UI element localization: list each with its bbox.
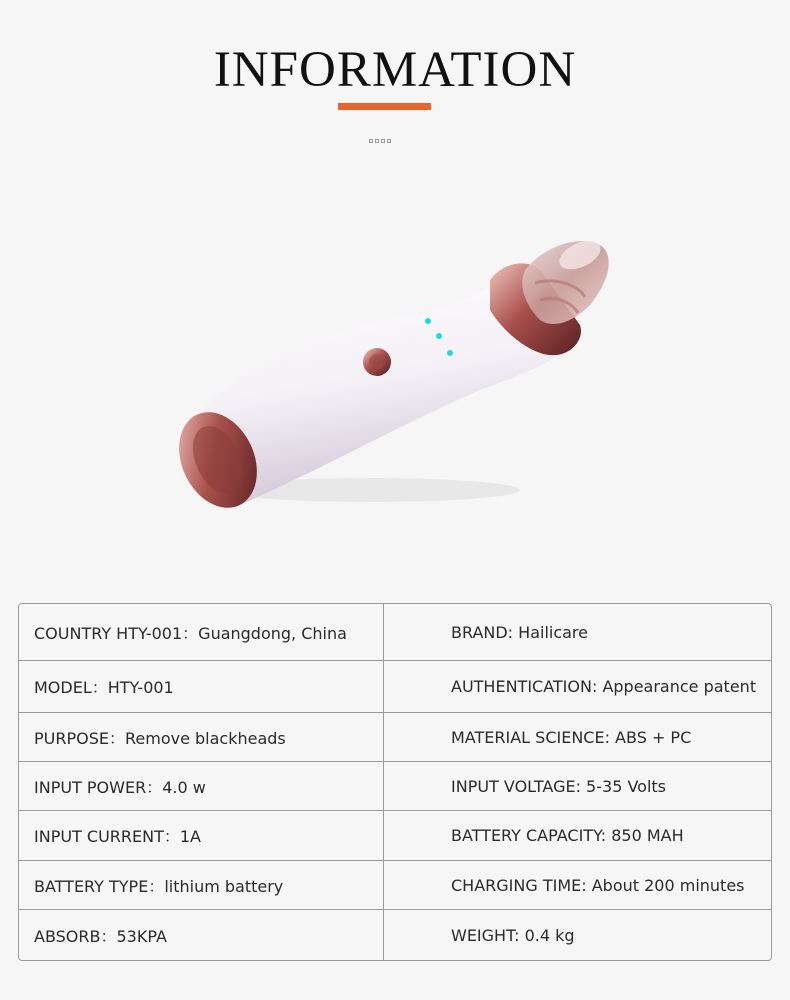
spec-battery-type: BATTERY TYPE：lithium battery	[19, 861, 384, 909]
spec-weight: WEIGHT: 0.4 kg	[451, 925, 575, 945]
table-row	[19, 762, 771, 811]
title-underline	[338, 103, 431, 110]
table-row	[19, 861, 771, 910]
spec-input-voltage: INPUT VOLTAGE: 5-35 Volts	[451, 776, 666, 796]
spec-model: MODEL：HTY-001	[19, 661, 384, 712]
table-row	[19, 604, 771, 661]
specifications-table	[18, 603, 772, 961]
table-row	[19, 661, 771, 713]
table-row	[19, 811, 771, 861]
spec-input-current: INPUT CURRENT：1A	[19, 811, 384, 860]
spec-absorb: ABSORB：53KPA	[19, 910, 384, 960]
spec-authentication: AUTHENTICATION: Appearance patent	[451, 677, 757, 696]
spec-brand: BRAND: Hailicare	[451, 622, 588, 642]
spec-input-power: INPUT POWER：4.0 w	[19, 762, 384, 810]
spec-battery-capacity: BATTERY CAPACITY: 850 MAH	[451, 826, 684, 845]
blackhead-remover-device-icon	[160, 225, 630, 525]
table-row	[19, 713, 771, 762]
table-row	[19, 910, 771, 960]
spec-material: MATERIAL SCIENCE: ABS + PC	[451, 727, 692, 747]
decorative-dots	[369, 139, 391, 143]
page-title: INFORMATION	[213, 42, 577, 98]
spec-country: COUNTRY HTY-001：Guangdong, China	[19, 604, 384, 660]
spec-purpose: PURPOSE：Remove blackheads	[19, 713, 384, 761]
spec-charging-time: CHARGING TIME: About 200 minutes	[451, 875, 745, 895]
